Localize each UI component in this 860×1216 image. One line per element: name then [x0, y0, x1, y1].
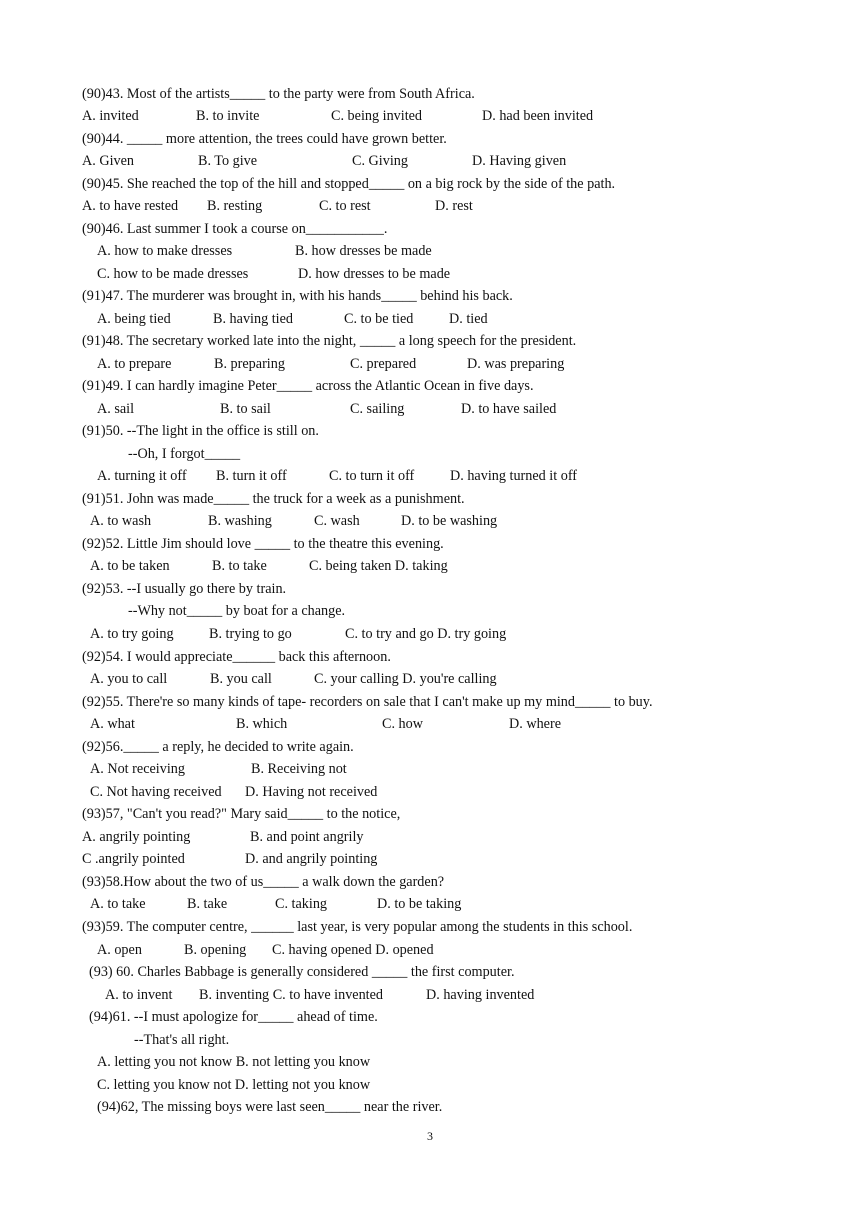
- answer-options: [90, 758, 690, 780]
- option: C. to be tied: [344, 311, 414, 327]
- option: C. how to be made dresses: [97, 266, 249, 282]
- option: B. opening: [184, 942, 247, 958]
- option: D. having turned it off: [450, 468, 578, 484]
- question-stem: (92)54. I would appreciate______ back this afternoon.: [82, 649, 391, 665]
- answer-options: [90, 781, 690, 803]
- option: B. resting: [207, 198, 263, 214]
- option: B. to invite: [196, 108, 260, 124]
- option: D. where: [509, 716, 561, 732]
- dialog-line: --Why not_____ by boat for a change.: [128, 603, 346, 619]
- option: D. tied: [449, 311, 488, 327]
- option: B. turn it off: [216, 468, 287, 484]
- answer-options: [90, 555, 690, 577]
- option: C. Giving: [352, 153, 408, 169]
- option: C. how: [382, 716, 423, 732]
- answer-options: [82, 826, 682, 848]
- option: A. to take: [90, 896, 146, 912]
- answer-options: [90, 510, 690, 532]
- option: B. and point angrily: [250, 829, 364, 845]
- option: D. and angrily pointing: [245, 851, 378, 867]
- option: B. to sail: [220, 401, 271, 417]
- option: C. to try and go D. try going: [345, 626, 507, 642]
- option: B. To give: [198, 153, 258, 169]
- dialog-line: --That's all right.: [134, 1032, 230, 1048]
- option: B. having tied: [213, 311, 293, 327]
- option: A. to wash: [90, 513, 152, 529]
- option: C. being invited: [331, 108, 423, 124]
- option: C. to turn it off: [329, 468, 415, 484]
- option: C. sailing: [350, 401, 405, 417]
- option: A. being tied: [97, 311, 171, 327]
- dialog-line: --Oh, I forgot_____: [128, 446, 241, 462]
- option: A. angrily pointing: [82, 829, 191, 845]
- answer-options: [90, 893, 690, 915]
- question-stem: (92)53. --I usually go there by train.: [82, 581, 287, 597]
- answer-options: [97, 939, 697, 961]
- page-number: 3: [427, 1129, 433, 1143]
- option: B. trying to go: [209, 626, 292, 642]
- option: A. sail: [97, 401, 135, 417]
- answer-options: [82, 105, 782, 127]
- answer-options: [82, 150, 782, 172]
- option: A. what: [90, 716, 135, 732]
- answer-options: [105, 984, 705, 1006]
- option: A. to try going: [90, 626, 174, 642]
- answer-options: [97, 240, 697, 262]
- option: A. open: [97, 942, 142, 958]
- question-stem: (90)45. She reached the top of the hill and stopped_____ on a big rock by the side of the path.: [82, 176, 616, 192]
- option: D. was preparing: [467, 356, 565, 372]
- question-stem: (93) 60. Charles Babbage is generally considered _____ the first computer.: [89, 964, 515, 980]
- option: A. letting you not know B. not letting you know: [97, 1054, 371, 1070]
- option: B. you call: [210, 671, 272, 687]
- option: D. Having given: [472, 153, 567, 169]
- option: A. Not receiving: [90, 761, 185, 777]
- option: C. letting you know not D. letting not you know: [97, 1077, 371, 1093]
- question-stem: (91)47. The murderer was brought in, with his hands_____ behind his back.: [82, 288, 513, 304]
- answer-options: [90, 668, 690, 690]
- answer-options: [97, 353, 697, 375]
- option: D. to be taking: [377, 896, 462, 912]
- question-stem: (90)46. Last summer I took a course on___________.: [82, 221, 388, 237]
- option: A. to prepare: [97, 356, 172, 372]
- option: A. invited: [82, 108, 139, 124]
- answer-options: [97, 1051, 697, 1073]
- option: C. prepared: [350, 356, 417, 372]
- option: A. to be taken: [90, 558, 170, 574]
- question-stem: (93)57, "Can't you read?" Mary said_____ to the notice,: [82, 806, 401, 822]
- option: C. to rest: [319, 198, 371, 214]
- option: D. having invented: [426, 987, 535, 1003]
- answer-options: [82, 848, 682, 870]
- question-stem: (93)59. The computer centre, ______ last year, is very popular among the students in this school.: [82, 919, 633, 935]
- option: C .angrily pointed: [82, 851, 185, 867]
- option: A. turning it off: [97, 468, 187, 484]
- option: A. Given: [82, 153, 135, 169]
- option: D. Having not received: [245, 784, 378, 800]
- answer-options: [97, 398, 697, 420]
- option: B. washing: [208, 513, 272, 529]
- option: B. how dresses be made: [295, 243, 432, 259]
- option: B. take: [187, 896, 228, 912]
- question-stem: (90)44. _____ more attention, the trees could have grown better.: [82, 131, 447, 147]
- question-stem: (93)58.How about the two of us_____ a walk down the garden?: [82, 874, 445, 890]
- option: D. how dresses to be made: [298, 266, 451, 282]
- option: C. taking: [275, 896, 328, 912]
- answer-options: [90, 623, 690, 645]
- question-stem: (94)61. --I must apologize for_____ ahead of time.: [89, 1009, 378, 1025]
- option: C. wash: [314, 513, 360, 529]
- option: B. which: [236, 716, 288, 732]
- question-stem: (91)49. I can hardly imagine Peter_____ across the Atlantic Ocean in five days.: [82, 378, 534, 394]
- question-stem: (90)43. Most of the artists_____ to the party were from South Africa.: [82, 86, 475, 102]
- option: D. to be washing: [401, 513, 498, 529]
- question-stem: (92)56._____ a reply, he decided to write again.: [82, 739, 354, 755]
- question-stem: (92)55. There're so many kinds of tape- recorders on sale that I can't make up my mind_____ to buy.: [82, 694, 653, 710]
- question-stem: (94)62, The missing boys were last seen_____ near the river.: [97, 1099, 443, 1115]
- option: A. to have rested: [82, 198, 179, 214]
- option: C. being taken D. taking: [309, 558, 448, 574]
- option: A. you to call: [90, 671, 168, 687]
- option: B. Receiving not: [251, 761, 347, 777]
- option: B. preparing: [214, 356, 285, 372]
- option: D. to have sailed: [461, 401, 557, 417]
- option: A. to invent: [105, 987, 173, 1003]
- option: A. how to make dresses: [97, 243, 233, 259]
- answer-options: [90, 713, 690, 735]
- question-stem: (91)51. John was made_____ the truck for a week as a punishment.: [82, 491, 465, 507]
- option: D. rest: [435, 198, 473, 214]
- question-stem: (91)48. The secretary worked late into the night, _____ a long speech for the president.: [82, 333, 577, 349]
- question-stem: (92)52. Little Jim should love _____ to the theatre this evening.: [82, 536, 444, 552]
- answer-options: [82, 195, 782, 217]
- answer-options: [97, 263, 697, 285]
- answer-options: [97, 465, 697, 487]
- answer-options: [97, 308, 697, 330]
- answer-options: [97, 1074, 697, 1096]
- option: C. your calling D. you're calling: [314, 671, 497, 687]
- option: D. had been invited: [482, 108, 594, 124]
- option: C. Not having received: [90, 784, 222, 800]
- option: C. having opened D. opened: [272, 942, 434, 958]
- option: B. inventing C. to have invented: [199, 987, 384, 1003]
- question-stem: (91)50. --The light in the office is still on.: [82, 423, 319, 439]
- option: B. to take: [212, 558, 267, 574]
